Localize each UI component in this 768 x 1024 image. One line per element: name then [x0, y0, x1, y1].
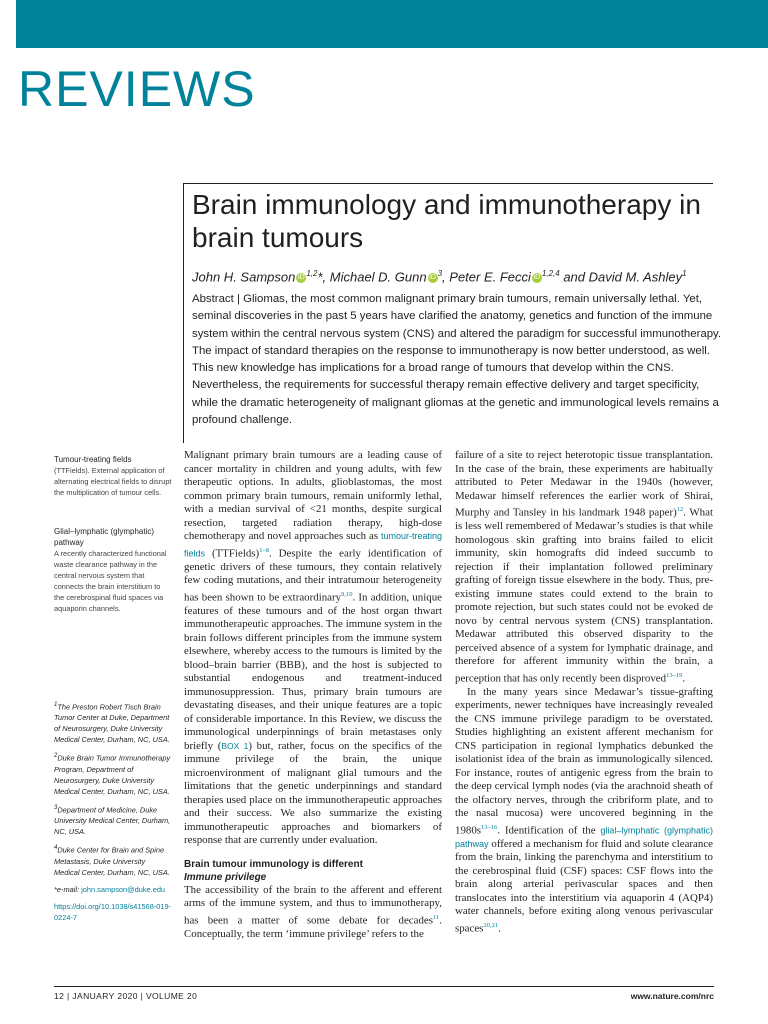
- body-text: In the many years since Medawar’s tissue-grafting experiments, newer techniques have increasingly revealed the CNS immune privilege paradigm to be overstated. Studies highlighting an existent afferent mechanism for CNS participation in regional lymphatics debunked the isolationist idea of the brain as immunologically silenced. For instance, routes of antigenic egress from the brain to the deep cervical lymph nodes (via the arachnoid sheath of the olfactory nerves, through the cribriform plate, and to the nasal mucosa) were uncovered beginning in the 1980s: [455, 685, 713, 837]
- glossary-term: Glial–lymphatic (glymphatic) pathway: [54, 527, 155, 547]
- affiliation-number: 4: [54, 845, 58, 852]
- author-affiliation: 3: [437, 269, 443, 278]
- affiliation-text: Duke Center for Brain and Spine Metastasis, Duke University Medical Center, Durham, NC, USA.: [54, 845, 170, 877]
- affiliation-text: Department of Medicine, Duke University Medical Center, Durham, NC, USA.: [54, 805, 171, 837]
- body-text: Malignant primary brain tumours are a leading cause of cancer mortality in children and young adults, with few therapeutic options. In adults, glioblastomas, the most common primary brain tumours, remain uniformly lethal, with a median survival of <21 months, despite surgical resection, targeted radiation therapy, high-dose chemotherapy and novel approaches such as: [184, 449, 442, 542]
- body-column-1: [184, 449, 442, 941]
- glossary-term: Tumour-treating fields: [54, 455, 132, 464]
- glossary-definition: (TTFields). External application of alternating electrical fields to disrupt the multiplication of tumour cells.: [54, 466, 172, 497]
- author-affiliation: 1,2: [306, 269, 318, 278]
- affiliation-number: 1: [54, 702, 58, 708]
- author-name[interactable]: Michael D. Gunn: [329, 269, 427, 285]
- subsection-heading: Immune privilege: [184, 871, 267, 883]
- body-text: . Despite the early identification of genetic drivers of these tumours, they contain relatively few coding mutations, and their intratumour heterogeneity has been shown to be extraordinary: [184, 547, 442, 604]
- footer-url[interactable]: www.nature.com/nrc: [630, 991, 714, 1001]
- orcid-icon[interactable]: iD: [429, 273, 436, 281]
- email-link[interactable]: john.sampson@duke.edu: [81, 884, 166, 894]
- section-heading: Brain tumour immunology is different: [184, 858, 363, 870]
- reference-link[interactable]: 13–16: [481, 823, 498, 831]
- email-label: *e-mail:: [54, 884, 82, 894]
- section-label: REVIEWS: [18, 61, 256, 117]
- body-text: failure of a site to reject heterotopic tissue transplantation. In the case of the brain, these experiments are habitually attributed to Peter Medawar in the 1940s (however, Medawar himself references the earlier work of Shirai, Murphy and Tansley in his landmark 1948 paper): [455, 449, 713, 519]
- author-list: [192, 265, 732, 286]
- header-band: [16, 0, 768, 48]
- reference-link[interactable]: 9,10: [341, 590, 353, 598]
- doi-link[interactable]: https://doi.org/10.1038/s41568-019-0224-7: [54, 901, 172, 922]
- glossary-entry: [54, 526, 172, 614]
- reference-link[interactable]: 20,21: [483, 921, 499, 929]
- author-name[interactable]: John H. Sampson: [192, 269, 296, 285]
- footer-rule: [54, 986, 714, 987]
- abstract-text: Gliomas, the most common malignant primary brain tumours, remain universally lethal. Yet, seminal discoveries in the past 5 years have clarified the anatomy, genetics and function of the immune system within the central nervous system (CNS) and altered the paradigm for successful immunotherapy. The impact of standard therapies on the response to immunotherapy is now better understood, as well. This new knowledge has implications for a broad range of tumours that develop within the CNS. Nevertheless, the requirements for successful therapy remain effective delivery and target specificity, while the dramatic heterogeneity of malignant gliomas at the genetic and immunological levels remains a profound challenge.: [192, 293, 722, 427]
- author-separator: and: [559, 269, 589, 285]
- affiliation-text: Duke Brain Tumor Immunotherapy Program, Department of Neurosurgery, Duke University Medical Center, Durham, NC, USA.: [54, 753, 171, 796]
- glossary-definition: A recently characterized functional waste clearance pathway in the central nervous system that connects the brain interstitium to the cerebrospinal fluid spaces via aquaporin channels.: [54, 549, 167, 613]
- abstract-label: Abstract |: [192, 293, 244, 305]
- body-text: (TTFields): [205, 547, 260, 560]
- affiliations: [54, 700, 172, 929]
- body-column-2: [455, 449, 713, 936]
- author-affiliation: 1: [682, 269, 687, 278]
- affiliation-text: The Preston Robert Tisch Brain Tumor Center at Duke, Department of Neurosurgery, Duke University Medical Center, Durham, NC, USA.: [54, 702, 170, 745]
- reference-link[interactable]: 13–19: [666, 671, 683, 679]
- body-text: .: [498, 922, 501, 935]
- body-text: .: [682, 672, 686, 685]
- body-text: ) but, rather, focus on the specifics of the immune privilege of the brain, the unique microenvironment of malignant glial tumours and the limitations that the genetic underpinnings and standard therapies used place on the immunotherapeutic approaches and their success. We also summarize the existing immunotherapeutic approaches and biomarkers of response that are currently under evaluation.: [184, 739, 442, 847]
- affiliation-number: 2: [54, 753, 58, 760]
- body-text: . Conceptually, the term ‘immune privilege’ refers to the: [184, 914, 442, 940]
- footer-issue: 12 | JANUARY 2020 | VOLUME 20: [54, 991, 198, 1001]
- abstract: [192, 291, 722, 429]
- body-text: offered a mechanism for fluid and solute clearance from the brain, linking the parenchyma and interstitium to the cerebrospinal fluid (CSF) spaces: CSF flows into the brain along arterial perivascular spaces and then translocates into the interstitium via aquaporin 4 (AQP4) water channels, before exiting along venous perivascular spaces: [455, 837, 713, 935]
- glossary-entry: [54, 454, 172, 498]
- article-title: Brain immunology and immunotherapy in brain tumours: [192, 189, 701, 253]
- glossary-link[interactable]: tumour-treating fields: [184, 531, 442, 559]
- reference-link[interactable]: 12: [676, 506, 684, 513]
- author-affiliation: 1,2,4: [541, 269, 560, 278]
- orcid-icon[interactable]: iD: [533, 273, 541, 281]
- author-name[interactable]: Peter E. Fecci: [449, 269, 531, 285]
- body-text: . Identification of the: [497, 824, 601, 837]
- affiliation-number: 3: [54, 804, 58, 811]
- title-rule-top: [183, 183, 713, 184]
- box-link[interactable]: BOX 1: [221, 740, 249, 751]
- author-name[interactable]: David M. Ashley: [588, 269, 683, 285]
- author-separator: ,: [442, 269, 450, 285]
- body-text: . What is less well remembered of Medawar’s studies is that while homologous skin grafting into brains failed to elicit immunity, skin homografts did indeed succumb to rejection if their implantation followed preliminary grafting of foreign tissue elsewhere in the body. Thus, pre-existing immune states could extend to the brain to promote rejection, but such states could not be evoked de novo by central nervous system (CNS) transplantation. Medawar attributed this observed disparity to the perceived absence of a system for lymphatic drainage, and therefore for afferent immunity within the brain, a perception that has only recently been disproved: [455, 506, 713, 685]
- body-text: . In addition, unique features of these tumours and of the host organ thwart immunotherapeutic approaches. The immune system in the brain follows different principles from the immune system elsewhere, whereby access to the tumours is limited by the blood–brain barrier (BBB), and the host is subjected to substantial endogenous and treatment-induced immunosuppression. Thus, primary brain tumours are devastating diseases, and their unique features are a topic of considerable importance. In this Review, we discuss the immunological underpinnings of brain metastases only briefly (: [184, 591, 442, 752]
- orcid-icon[interactable]: iD: [298, 273, 305, 281]
- author-separator: ,: [322, 269, 330, 285]
- glossary-link[interactable]: glial–lymphatic (glymphatic) pathway: [455, 825, 714, 849]
- body-text: The accessibility of the brain to the afferent and efferent arms of the immune system, and thus to immunotherapy, has been a matter of some debate for decades: [184, 883, 442, 927]
- corresponding-mark: *: [317, 269, 323, 285]
- reference-link[interactable]: 1–8: [259, 546, 269, 554]
- title-rule-left: [183, 183, 184, 443]
- reference-link[interactable]: 11: [433, 913, 440, 921]
